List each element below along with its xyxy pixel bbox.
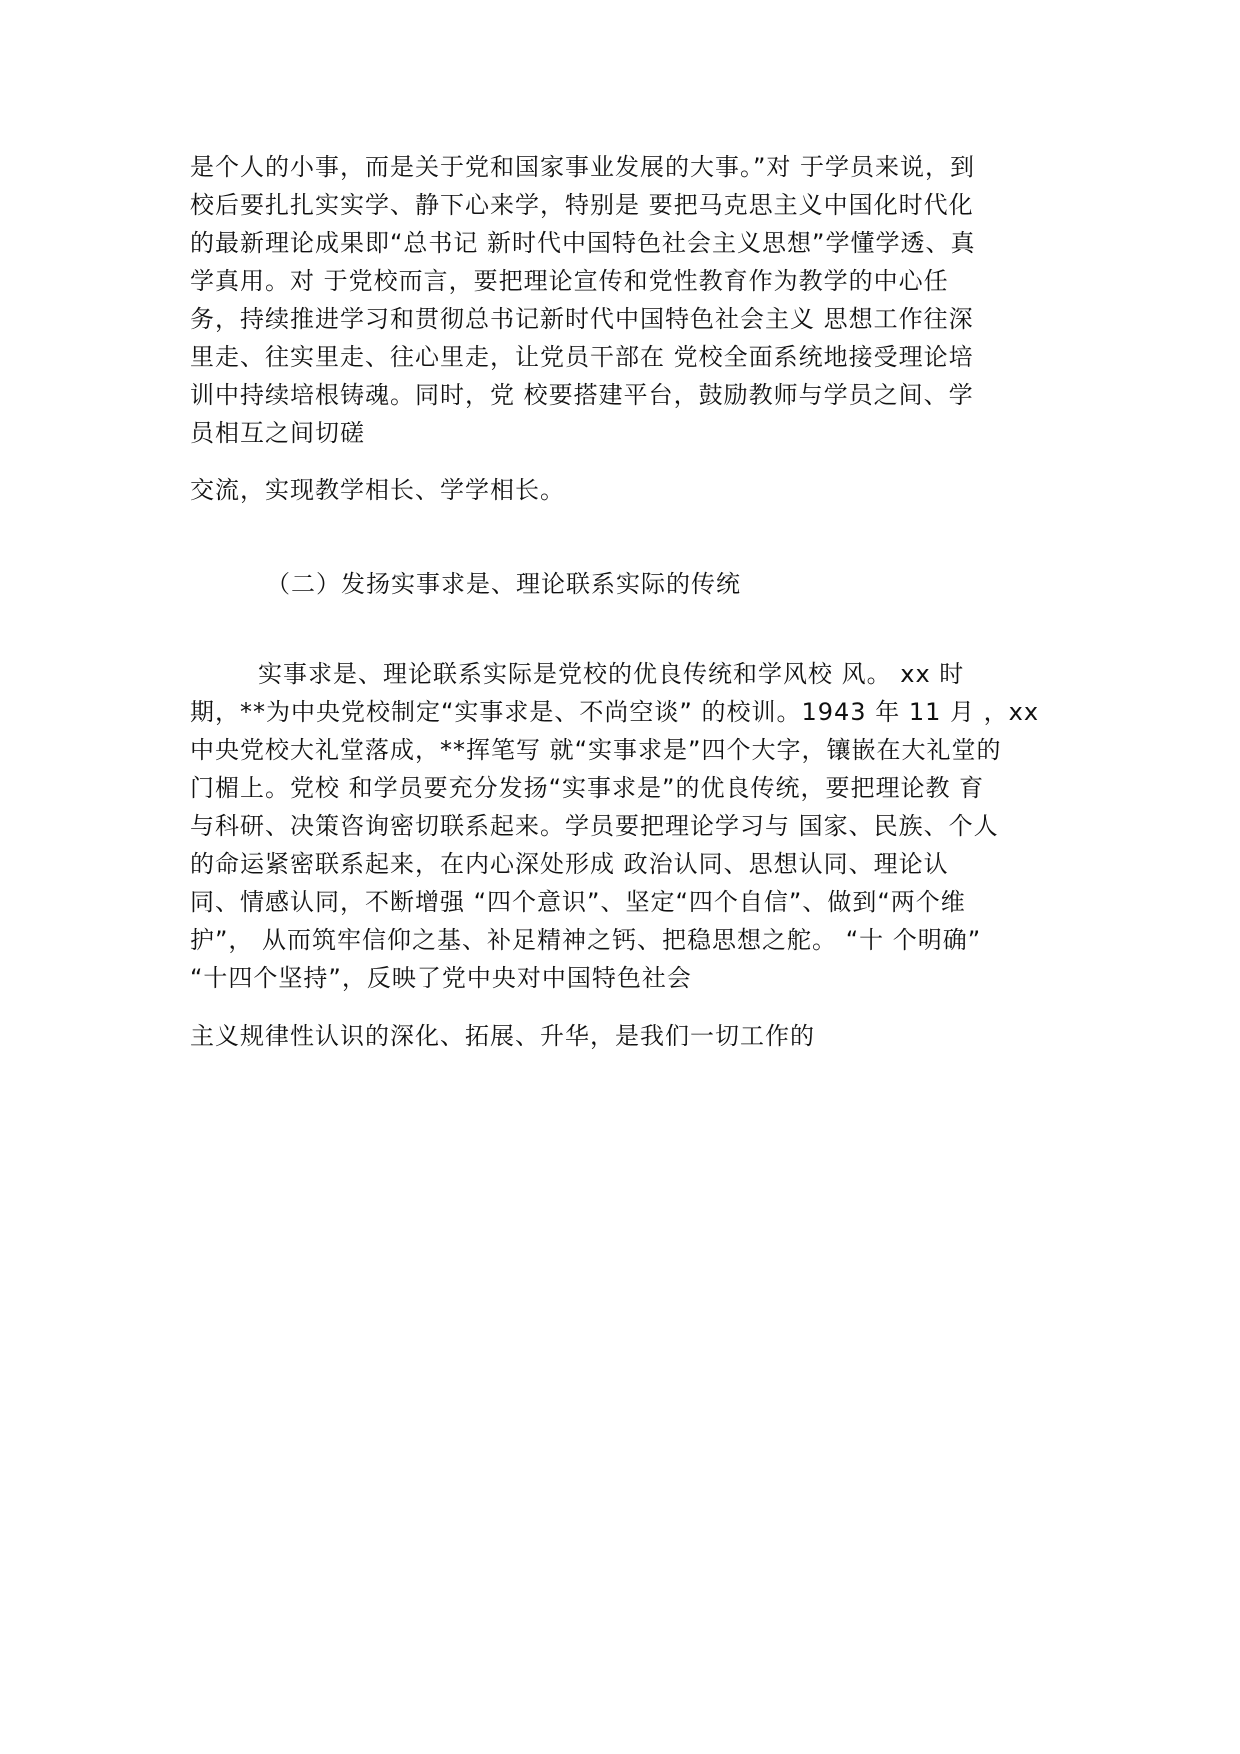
paragraph-line: 门楣上。党校 和学员要充分发扬“实事求是”的优良传统，要把理论教 育: [190, 774, 985, 802]
paragraph-line: 实事求是、理论联系实际是党校的优良传统和学风校 风。 xx 时: [258, 660, 965, 688]
paragraph-tail-line: 交流，实现教学相长、学学相长。: [190, 476, 565, 504]
paragraph-line: 里走、往实里走、往心里走，让党员干部在 党校全面系统地接受理论培: [190, 343, 974, 371]
paragraph-line: 员相互之间切磋: [190, 419, 365, 447]
paragraph-line: 学真用。对 于党校而言，要把理论宣传和党性教育作为教学的中心任: [190, 267, 949, 295]
paragraph-line: 训中持续培根铸魂。同时，党 校要搭建平台，鼓励教师与学员之间、学: [190, 381, 974, 409]
paragraph-line: 务，持续推进学习和贯彻总书记新时代中国特色社会主义 思想工作往深: [190, 305, 974, 333]
paragraph-line: 同、情感认同，不断增强 “四个意识”、坚定“四个自信”、做到“两个维: [190, 888, 966, 916]
paragraph-line: 期，**为中央党校制定“实事求是、不尚空谈” 的校训。1943 年 11 月 ，xx: [190, 698, 1040, 726]
paragraph-line: 的命运紧密联系起来，在内心深处形成 政治认同、思想认同、理论认: [190, 850, 949, 878]
paragraph-line: 护”， 从而筑牢信仰之基、补足精神之钙、把稳思想之舵。 “十 个明确”: [190, 926, 982, 954]
paragraph-line: 校后要扎扎实实学、静下心来学，特别是 要把马克思主义中国化时代化: [190, 191, 974, 219]
paragraph-line: “十四个坚持”，反映了党中央对中国特色社会: [190, 964, 692, 992]
paragraph-line: 中央党校大礼堂落成，**挥笔写 就“实事求是”四个大字，镶嵌在大礼堂的: [190, 736, 1002, 764]
paragraph-line: 与科研、决策咨询密切联系起来。学员要把理论学习与 国家、民族、个人: [190, 812, 999, 840]
paragraph-line: 是个人的小事，而是关于党和国家事业发展的大事。”对 于学员来说，到: [190, 153, 976, 181]
paragraph-line: 的最新理论成果即“总书记 新时代中国特色社会主义思想”学懂学透、真: [190, 229, 976, 257]
paragraph-tail-line: 主义规律性认识的深化、拓展、升华，是我们一切工作的: [190, 1022, 815, 1050]
section-heading: （二）发扬实事求是、理论联系实际的传统: [266, 570, 741, 598]
